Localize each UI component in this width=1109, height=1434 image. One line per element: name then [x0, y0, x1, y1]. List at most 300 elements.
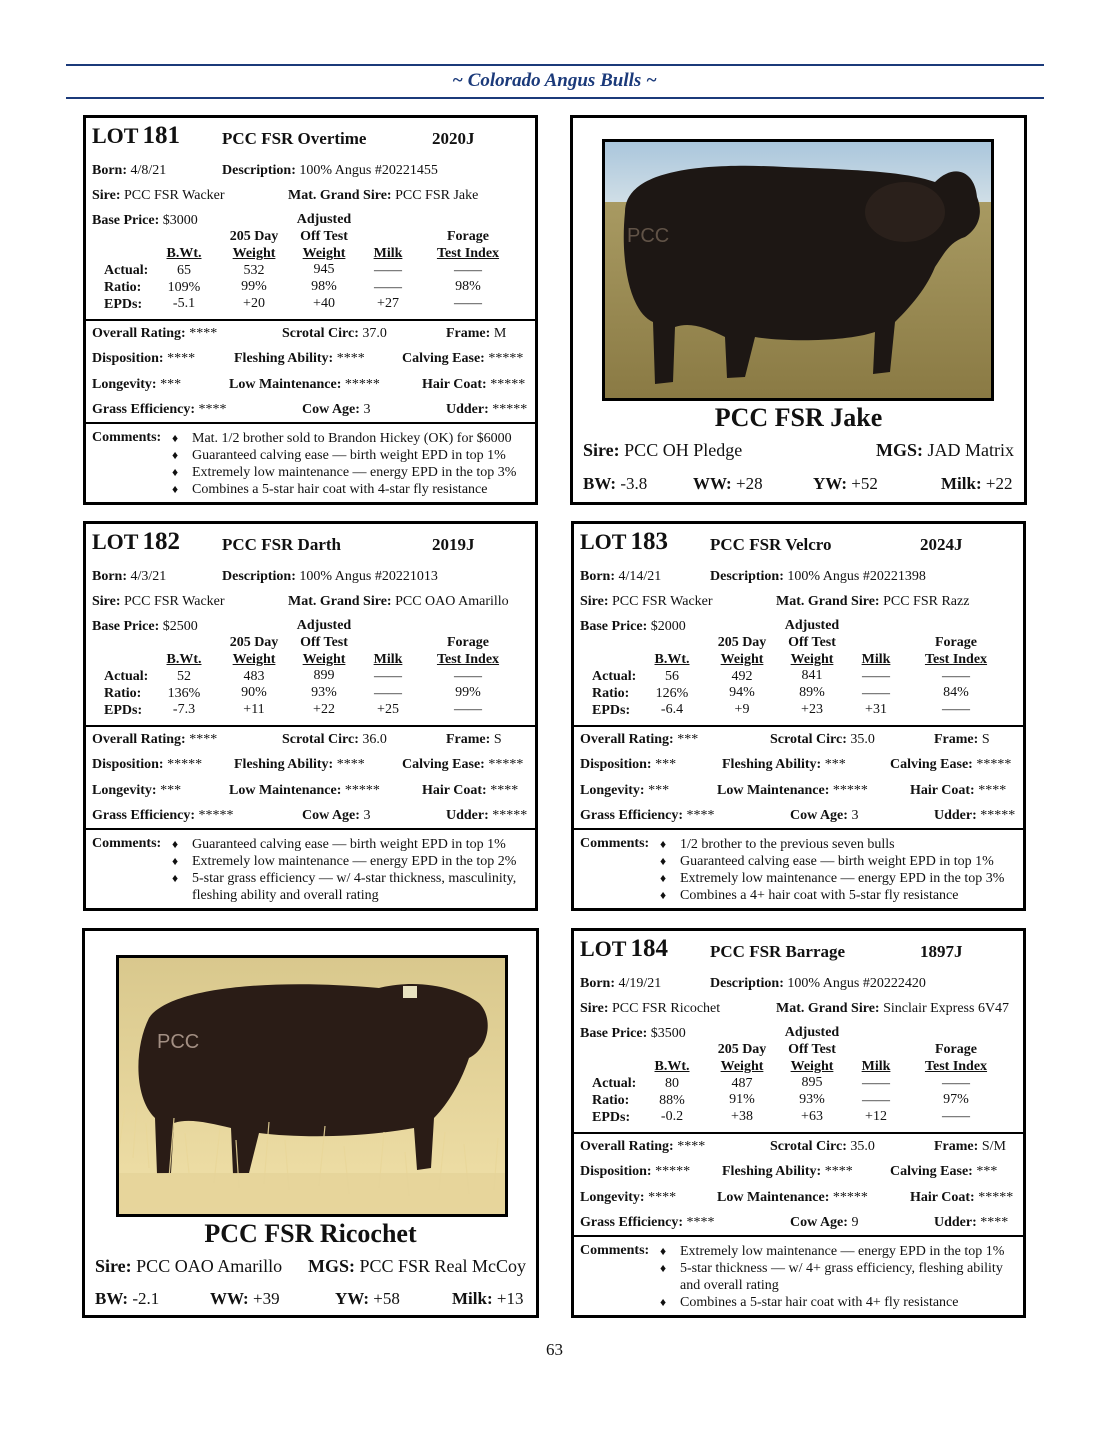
label-h-milk: Milk: [373, 652, 403, 667]
label-h-forage-l1: Forage: [447, 229, 489, 244]
label-h-205-l2: Weight: [720, 651, 764, 667]
label-cow-age: Cow Age:: [302, 402, 360, 417]
label-h-bwt: B.Wt.: [654, 1059, 690, 1074]
comments-label: Comments:: [580, 1243, 650, 1258]
bull-photo-ricochet-image: [119, 958, 505, 1214]
comments-label: Comments:: [580, 836, 650, 851]
longevity-rating: ***: [648, 783, 670, 798]
label-h-forage-l1: Forage: [935, 1042, 977, 1057]
overall-rating: ****: [189, 732, 218, 747]
comments-list: [660, 836, 1019, 904]
label-fleshing: Fleshing Ability:: [234, 351, 334, 366]
label-h-adj-l3: Weight: [790, 1058, 834, 1074]
bwt-cell: 88%: [659, 1092, 685, 1108]
udder-rating: *****: [492, 808, 528, 823]
sire-value: PCC FSR Wacker: [124, 594, 225, 609]
born-value: 4/8/21: [130, 163, 167, 178]
w205-cell: +9: [734, 702, 750, 718]
col-adjusted: [292, 618, 356, 719]
comment-item: ♦ Extremely low maintenance — energy EPD in the top 1%: [660, 1243, 1019, 1260]
label-disposition: Disposition:: [580, 757, 652, 772]
col-forage: [912, 1042, 1000, 1126]
col-forage: [424, 635, 512, 719]
comment-item: ♦ Guaranteed calving ease — birth weight EPD in top 1%: [172, 836, 531, 853]
label-hair: Hair Coat:: [910, 1190, 975, 1205]
mgs-label: Mat. Grand Sire:: [776, 594, 880, 609]
label-grass: Grass Efficiency:: [92, 402, 196, 417]
registration-id: 2019J: [432, 535, 475, 554]
milk-cell: +25: [377, 702, 399, 718]
label-h-forage-l2: Test Index: [924, 1058, 988, 1074]
comments-list: [660, 1243, 1019, 1311]
base-price-value: $3000: [162, 213, 198, 228]
label-h-205-l2: Weight: [232, 651, 276, 667]
bwt-cell: 80: [665, 1075, 679, 1091]
overall-rating: ****: [189, 326, 218, 341]
yw-value: +52: [851, 474, 878, 493]
comment-item: ♦ Guaranteed calving ease — birth weight EPD in top 1%: [660, 853, 1019, 870]
row-labels: [592, 669, 636, 719]
sire-value: PCC OH Pledge: [624, 440, 743, 460]
comment-item: ♦ 1/2 brother to the previous seven bulls: [660, 836, 1019, 853]
lot-card-181: [83, 115, 538, 505]
sire-photo-name: PCC FSR Ricochet: [204, 1219, 417, 1248]
milk-label: Milk:: [941, 474, 982, 493]
col-adjusted: [292, 212, 356, 313]
adj-cell: 895: [801, 1075, 823, 1091]
label-frame: Frame:: [934, 732, 979, 747]
milk-value: +22: [985, 474, 1013, 493]
bwt-cell: 126%: [655, 685, 689, 701]
label-h-205-l1: 205 Day: [717, 1042, 767, 1057]
bwt-cell: -7.3: [172, 702, 196, 718]
milk-cell: +27: [377, 296, 399, 312]
bwt-cell: -5.1: [172, 296, 196, 312]
label-h-adj-l1: Adjusted: [296, 618, 352, 633]
cow-age: 3: [851, 808, 859, 823]
label-h-adj-l1: Adjusted: [784, 1025, 840, 1040]
born-value: 4/14/21: [618, 569, 662, 584]
lot-number: 181: [142, 122, 180, 149]
label-row-ratio: Ratio:: [104, 685, 142, 701]
hair-coat-rating: ****: [490, 783, 519, 798]
comments-label: Comments:: [92, 430, 162, 445]
col-forage: [424, 229, 512, 313]
label-h-adj-l2: Off Test: [300, 228, 348, 244]
brand-text-jake: PCC: [627, 225, 670, 247]
adj-cell: 945: [313, 262, 335, 278]
label-overall: Overall Rating:: [92, 326, 186, 341]
divider: [86, 319, 535, 321]
col-adjusted: [780, 1025, 844, 1126]
description-label: Description:: [222, 163, 296, 178]
w205-cell: 492: [731, 668, 753, 684]
calving-rating: ***: [976, 1164, 998, 1179]
base-price-value: $3500: [650, 1026, 686, 1041]
row-labels: [104, 669, 148, 719]
forage-cell: ——: [942, 668, 970, 684]
bull-name: PCC FSR Velcro: [710, 535, 832, 554]
description-value: 100% Angus #20222420: [787, 976, 926, 991]
comment-item: ♦ Extremely low maintenance — energy EPD in the top 2%: [172, 853, 531, 870]
comments-label: Comments:: [92, 836, 162, 851]
adj-cell: +23: [801, 701, 823, 717]
base-price-value: $2000: [650, 619, 686, 634]
label-h-adj-l3: Weight: [790, 651, 834, 667]
label-row-ratio: Ratio:: [592, 685, 630, 701]
label-row-epds: EPDs:: [592, 702, 631, 718]
scrotal-circ: 35.0: [850, 1139, 875, 1154]
label-fleshing: Fleshing Ability:: [234, 757, 334, 772]
bwt-cell: -0.2: [660, 1109, 684, 1125]
label-row-epds: EPDs:: [104, 296, 143, 312]
mgs-value: PCC FSR Jake: [395, 188, 479, 203]
forage-cell: ——: [942, 702, 970, 718]
label-h-forage-l1: Forage: [935, 635, 977, 650]
bw-value: -3.8: [620, 474, 648, 493]
ww-value: +39: [252, 1289, 280, 1308]
hair-coat-rating: *****: [978, 1190, 1014, 1205]
label-h-adj-l1: Adjusted: [784, 618, 840, 633]
comments-list: [172, 836, 531, 904]
forage-cell: 97%: [943, 1092, 969, 1108]
divider: [86, 828, 535, 830]
base-price-label: Base Price:: [92, 619, 160, 634]
label-h-205-l1: 205 Day: [229, 229, 279, 244]
yw-label: YW:: [813, 474, 847, 493]
udder-rating: ****: [980, 1215, 1009, 1230]
label-row-actual: Actual:: [592, 669, 637, 684]
frame-score: S: [981, 732, 990, 747]
label-udder: Udder:: [934, 1215, 977, 1230]
description-label: Description:: [710, 976, 784, 991]
low-maintenance-rating: *****: [344, 377, 380, 392]
label-overall: Overall Rating:: [580, 732, 674, 747]
sire-label: Sire:: [92, 594, 121, 609]
description-value: 100% Angus #20221398: [787, 569, 926, 584]
registration-id: 2020J: [432, 129, 475, 148]
mgs-value: PCC FSR Razz: [883, 594, 970, 609]
title-underline: [66, 97, 1044, 99]
yw-value: +58: [373, 1289, 400, 1308]
adj-cell: 89%: [799, 685, 825, 701]
ww-value: +28: [735, 474, 763, 493]
label-longevity: Longevity:: [92, 783, 157, 798]
divider: [574, 725, 1023, 727]
bull-name: PCC FSR Barrage: [710, 942, 846, 961]
comment-item: ♦ Combines a 5-star hair coat with 4-star fly resistance: [172, 481, 531, 498]
mgs-value: Sinclair Express 6V47: [883, 1001, 1010, 1016]
forage-cell: ——: [454, 296, 482, 312]
lot-label: LOT: [580, 529, 627, 554]
col-milk: [366, 246, 410, 313]
label-udder: Udder:: [446, 402, 489, 417]
sire-value: PCC FSR Ricochet: [612, 1001, 721, 1016]
calving-rating: *****: [488, 757, 524, 772]
cow-age: 3: [363, 402, 371, 417]
calving-rating: *****: [976, 757, 1012, 772]
w205-cell: +38: [731, 1109, 753, 1125]
label-row-ratio: Ratio:: [592, 1092, 630, 1108]
mgs-value: JAD Matrix: [927, 440, 1014, 460]
disposition-rating: *****: [655, 1164, 691, 1179]
label-frame: Frame:: [446, 732, 491, 747]
label-h-adj-l1: Adjusted: [296, 212, 352, 227]
bw-value: -2.1: [132, 1289, 160, 1308]
top-rule: [66, 64, 1044, 66]
w205-cell: +11: [243, 702, 265, 718]
label-h-adj-l3: Weight: [302, 245, 346, 261]
lot-label: LOT: [92, 529, 139, 554]
grass-efficiency-rating: ****: [686, 808, 715, 823]
label-grass: Grass Efficiency:: [580, 808, 684, 823]
col-adjusted: [780, 618, 844, 719]
page-title: ~ Colorado Angus Bulls ~: [452, 70, 657, 91]
label-h-205-l1: 205 Day: [717, 635, 767, 650]
sire-label: Sire:: [580, 1001, 609, 1016]
adj-cell: 93%: [311, 685, 337, 701]
label-cow-age: Cow Age:: [790, 808, 848, 823]
scrotal-circ: 36.0: [362, 732, 387, 747]
longevity-rating: ****: [648, 1190, 677, 1205]
label-grass: Grass Efficiency:: [580, 1215, 684, 1230]
milk-cell: ——: [374, 279, 402, 295]
mgs-label: MGS:: [876, 440, 923, 460]
label-h-adj-l2: Off Test: [788, 634, 836, 650]
bwt-cell: 109%: [167, 279, 201, 295]
label-calving: Calving Ease:: [402, 757, 485, 772]
lot-number: 182: [142, 528, 180, 555]
mgs-value: PCC OAO Amarillo: [395, 594, 509, 609]
lot-card-182: [83, 521, 538, 911]
col-205-day: [710, 635, 774, 719]
label-row-ratio: Ratio:: [104, 279, 142, 295]
mgs-label: Mat. Grand Sire:: [776, 1001, 880, 1016]
comment-item: ♦ Mat. 1/2 brother sold to Brandon Hickey (OK) for $6000: [172, 430, 531, 447]
description-label: Description:: [222, 569, 296, 584]
label-udder: Udder:: [446, 808, 489, 823]
forage-cell: ——: [454, 668, 482, 684]
label-h-forage-l1: Forage: [447, 635, 489, 650]
label-low-maint: Low Maintenance:: [717, 1190, 830, 1205]
born-value: 4/3/21: [130, 569, 167, 584]
fleshing-rating: ****: [824, 1164, 853, 1179]
label-row-actual: Actual:: [104, 669, 149, 684]
page-number: 63: [546, 1340, 563, 1359]
grass-efficiency-rating: ****: [198, 402, 227, 417]
comment-item: ♦ Guaranteed calving ease — birth weight EPD in top 1%: [172, 447, 531, 464]
bwt-cell: 56: [665, 668, 679, 684]
description-value: 100% Angus #20221455: [299, 163, 438, 178]
w205-cell: 99%: [241, 279, 267, 295]
comment-item: ♦ Extremely low maintenance — energy EPD in the top 3%: [172, 464, 531, 481]
milk-cell: +31: [865, 702, 887, 718]
label-longevity: Longevity:: [580, 1190, 645, 1205]
label-h-205-l2: Weight: [720, 1058, 764, 1074]
label-scrotal: Scrotal Circ:: [770, 732, 847, 747]
low-maintenance-rating: *****: [832, 1190, 868, 1205]
longevity-rating: ***: [160, 783, 182, 798]
bwt-cell: -6.4: [660, 702, 684, 718]
yw-label: YW:: [335, 1289, 369, 1308]
divider: [86, 422, 535, 424]
comment-item: ♦ 5-star thickness — w/ 4+ grass efficiency, fleshing ability and overall rating: [660, 1260, 1019, 1294]
hair-coat-rating: *****: [490, 377, 526, 392]
frame-score: S/M: [981, 1139, 1006, 1154]
milk-cell: ——: [374, 685, 402, 701]
fleshing-rating: ****: [336, 757, 365, 772]
col-205-day: [222, 635, 286, 719]
mgs-label: MGS:: [307, 1256, 355, 1276]
milk-cell: +12: [865, 1109, 887, 1125]
mgs-label: Mat. Grand Sire:: [288, 188, 392, 203]
label-udder: Udder:: [934, 808, 977, 823]
label-fleshing: Fleshing Ability:: [722, 1164, 822, 1179]
lot-card-183: [571, 521, 1026, 911]
udder-rating: *****: [980, 808, 1016, 823]
label-cow-age: Cow Age:: [790, 1215, 848, 1230]
bull-name: PCC FSR Overtime: [222, 129, 367, 148]
label-frame: Frame:: [446, 326, 491, 341]
forage-cell: 98%: [455, 279, 481, 295]
fleshing-rating: ****: [336, 351, 365, 366]
label-calving: Calving Ease:: [890, 757, 973, 772]
col-bwt: [156, 652, 212, 719]
milk-cell: ——: [374, 668, 402, 684]
milk-value: +13: [496, 1289, 524, 1308]
label-h-adj-l3: Weight: [302, 651, 346, 667]
milk-cell: ——: [862, 685, 890, 701]
description-value: 100% Angus #20221013: [299, 569, 438, 584]
sire-value: PCC FSR Wacker: [124, 188, 225, 203]
sire-photo-card-ricochet: [82, 928, 539, 1318]
w205-cell: 94%: [729, 685, 755, 701]
w205-cell: 90%: [241, 685, 267, 701]
mgs-label: Mat. Grand Sire:: [288, 594, 392, 609]
comment-item: ♦ 5-star grass efficiency — w/ 4-star thickness, masculinity, fleshing ability and overall rating: [172, 870, 531, 904]
registration-id: 2024J: [920, 535, 963, 554]
born-label: Born:: [92, 163, 127, 178]
label-scrotal: Scrotal Circ:: [282, 732, 359, 747]
label-hair: Hair Coat:: [910, 783, 975, 798]
w205-cell: +20: [243, 296, 265, 312]
registration-id: 1897J: [920, 942, 963, 961]
base-price-label: Base Price:: [580, 619, 648, 634]
label-h-milk: Milk: [373, 246, 403, 261]
w205-cell: 532: [243, 262, 265, 278]
comment-item: ♦ Combines a 5-star hair coat with 4+ fly resistance: [660, 1294, 1019, 1311]
label-disposition: Disposition:: [92, 757, 164, 772]
grass-efficiency-rating: ****: [686, 1215, 715, 1230]
label-calving: Calving Ease:: [890, 1164, 973, 1179]
label-h-bwt: B.Wt.: [166, 652, 202, 667]
label-overall: Overall Rating:: [580, 1139, 674, 1154]
label-h-adj-l2: Off Test: [788, 1041, 836, 1057]
sire-photo-name: PCC FSR Jake: [714, 403, 883, 432]
sire-label: Sire:: [95, 1256, 132, 1276]
label-row-epds: EPDs:: [104, 702, 143, 718]
lot-label: LOT: [580, 936, 627, 961]
label-fleshing: Fleshing Ability:: [722, 757, 822, 772]
label-h-adj-l2: Off Test: [300, 634, 348, 650]
disposition-rating: *****: [167, 757, 203, 772]
label-frame: Frame:: [934, 1139, 979, 1154]
comment-item: ♦ Extremely low maintenance — energy EPD in the top 3%: [660, 870, 1019, 887]
label-row-actual: Actual:: [104, 263, 149, 278]
milk-label: Milk:: [452, 1289, 493, 1308]
divider: [574, 1235, 1023, 1237]
label-h-milk: Milk: [861, 1059, 891, 1074]
frame-score: S: [493, 732, 502, 747]
adj-cell: 841: [801, 668, 823, 684]
adj-cell: 98%: [311, 279, 337, 295]
col-205-day: [710, 1042, 774, 1126]
lot-card-184: [571, 928, 1026, 1318]
milk-cell: ——: [862, 1075, 890, 1091]
adj-cell: +22: [313, 701, 335, 717]
base-price-label: Base Price:: [580, 1026, 648, 1041]
col-bwt: [156, 246, 212, 313]
ww-label: WW:: [693, 474, 732, 493]
label-cow-age: Cow Age:: [302, 808, 360, 823]
label-low-maint: Low Maintenance:: [229, 783, 342, 798]
label-h-bwt: B.Wt.: [166, 246, 202, 261]
scrotal-circ: 35.0: [850, 732, 875, 747]
born-label: Born:: [580, 976, 615, 991]
label-longevity: Longevity:: [580, 783, 645, 798]
frame-score: M: [493, 326, 507, 341]
disposition-rating: ****: [167, 351, 196, 366]
sire-value: PCC FSR Wacker: [612, 594, 713, 609]
label-row-actual: Actual:: [592, 1076, 637, 1091]
label-h-205-l2: Weight: [232, 245, 276, 261]
forage-cell: ——: [454, 262, 482, 278]
label-calving: Calving Ease:: [402, 351, 485, 366]
col-milk: [854, 1059, 898, 1126]
col-205-day: [222, 229, 286, 313]
label-disposition: Disposition:: [92, 351, 164, 366]
label-h-milk: Milk: [861, 652, 891, 667]
divider: [574, 828, 1023, 830]
col-bwt: [644, 1059, 700, 1126]
fleshing-rating: ***: [824, 757, 846, 772]
sire-photo-card-jake: [570, 115, 1027, 505]
bwt-cell: 65: [177, 262, 191, 278]
label-hair: Hair Coat:: [422, 783, 487, 798]
bwt-cell: 52: [177, 668, 191, 684]
bull-name: PCC FSR Darth: [222, 535, 341, 554]
born-value: 4/19/21: [618, 976, 662, 991]
overall-rating: ***: [677, 732, 699, 747]
col-bwt: [644, 652, 700, 719]
col-forage: [912, 635, 1000, 719]
w205-cell: 487: [731, 1075, 753, 1091]
born-label: Born:: [92, 569, 127, 584]
row-labels: [104, 263, 148, 313]
milk-cell: ——: [374, 262, 402, 278]
comments-list: [172, 430, 531, 498]
adj-cell: 93%: [799, 1092, 825, 1108]
label-h-forage-l2: Test Index: [436, 651, 500, 667]
udder-rating: *****: [492, 402, 528, 417]
w205-cell: 91%: [729, 1092, 755, 1108]
adj-cell: +40: [313, 295, 335, 311]
disposition-rating: ***: [655, 757, 677, 772]
forage-cell: 99%: [455, 685, 481, 701]
base-price-label: Base Price:: [92, 213, 160, 228]
description-label: Description:: [710, 569, 784, 584]
label-h-forage-l2: Test Index: [924, 651, 988, 667]
